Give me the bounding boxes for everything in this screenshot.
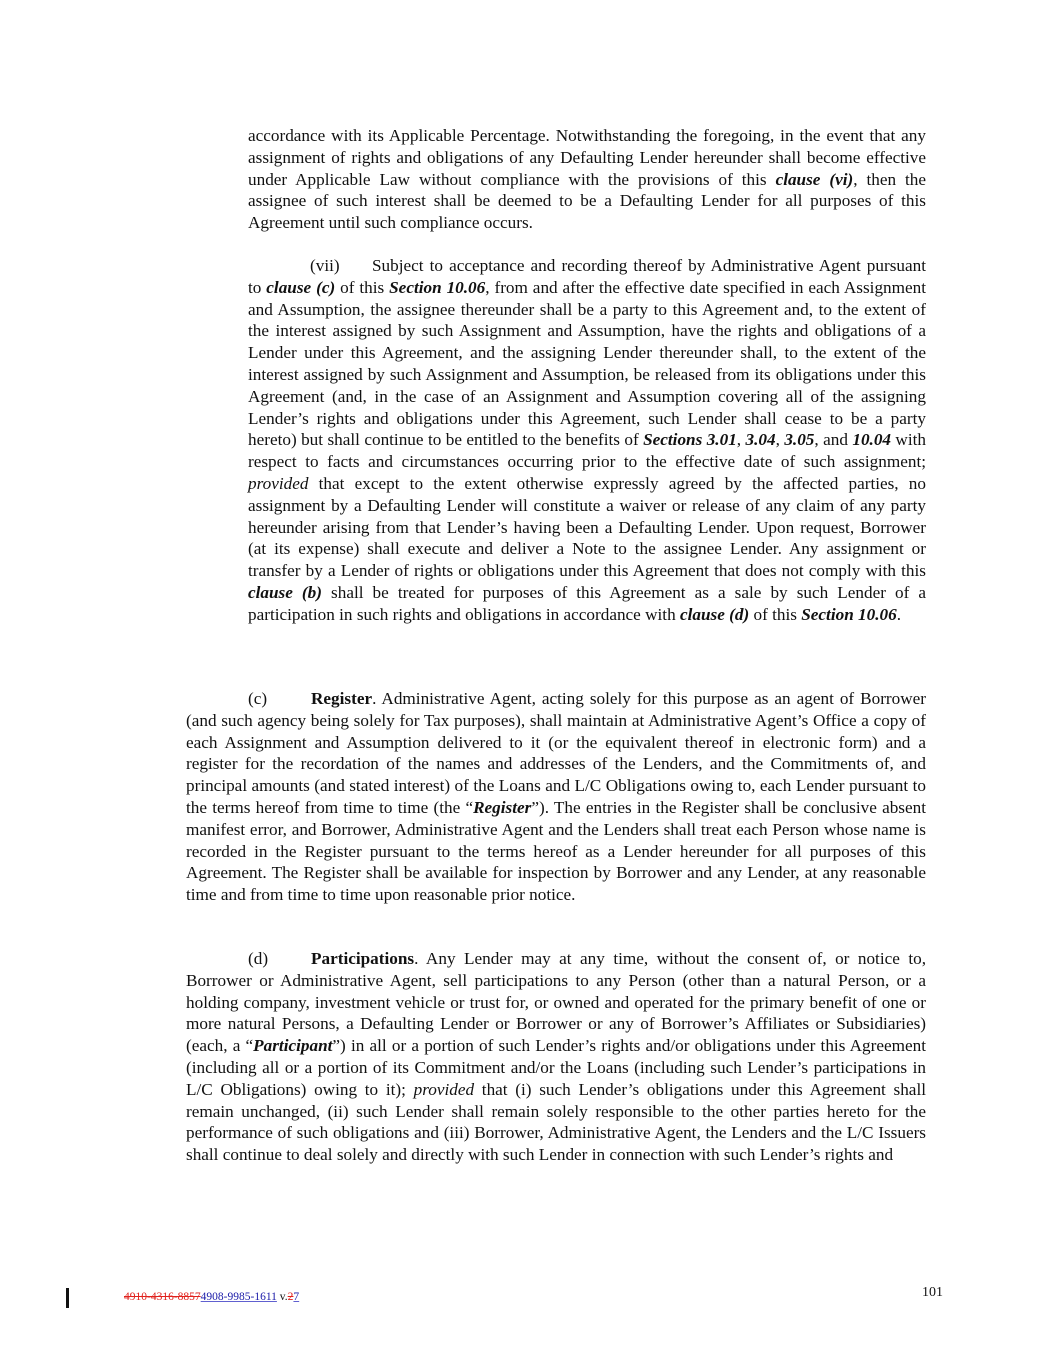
clause-label: (vii) <box>310 256 340 275</box>
paragraph-vii: (vii) Subject to acceptance and recording thereof by Administrative Agent pursuant to clause (c) of this Section 10.06, from and after the effective date specified in each Assignment and Assumption, the assignee thereunder shall be a party to this Agreement and, to the extent of the interest assigned by such Assignment and Assumption, have the rights and obligations of a Lender under this Agreement, and the assigning Lender thereunder shall, to the extent of the interest assigned by such Assignment and Assumption, be released from its obligations under this Agreement (and, in the case of an Assignment and Assumption covering all of the assigning Lender’s rights and obligations under this Agreement, such Lender shall cease to be a party hereto) but shall continue to be entitled to the benefits of Sections 3.01, 3.04, 3.05, and 10.04 with respect to facts and circumstances occurring prior to the effective date of such assignment; provided that except to the extent otherwise expressly agreed by the affected parties, no assignment by a Defaulting Lender will constitute a waiver or release of any claim of any party hereunder arising from that Lender’s having been a Defaulting Lender. Upon request, Borrower (at its expense) shall execute and deliver a Note to the assignee Lender. Any assignment or transfer by a Lender of rights or obligations under this Agreement that does not comply with this clause (b) shall be treated for purposes of this Agreement as a sale by such Lender of a participation in such rights and obligations in accordance with clause (d) of this Section 10.06. <box>248 256 926 624</box>
clause-label: (c) <box>248 689 268 708</box>
deleted-version: 2 <box>287 1291 294 1303</box>
paragraph-c-register: (c) Register. Administrative Agent, acting solely for this purpose as an agent of Borrower (and such agency being solely for Tax purposes), shall maintain at Administrative Agent’s Office a copy of each Assignment and Assumption delivered to it (or the equivalent thereof in electronic form) and a register for the recordation of the names and addresses of the Lenders, and the Commitments of, and principal amounts (and stated interest) of the Loans and L/C Obligations owing to, each Lender pursuant to the terms hereof from time to time (the “Register”). The entries in the Register shall be conclusive absent manifest error, and Borrower, Administrative Agent and the Lenders shall treat each Person whose name is recorded in the Register pursuant to the terms hereof as a Lender hereunder for all purposes of this Agreement. The Register shall be available for inspection by Borrower and any Lender, at any reasonable time and from time to time upon reasonable prior notice. <box>186 689 926 905</box>
section-heading: Register <box>311 689 373 708</box>
cross-reference: Sections 3.01 <box>643 430 737 450</box>
deleted-doc-id: 4910-4316-8857 <box>124 1291 201 1303</box>
cross-reference: 3.05 <box>784 430 815 450</box>
cross-reference: clause (vi) <box>775 169 854 189</box>
cross-reference: clause (d) <box>679 604 750 624</box>
inserted-doc-id: 4908-9985-1611 <box>200 1291 277 1303</box>
proviso-term: provided <box>248 473 309 493</box>
proviso-term: provided <box>413 1079 475 1099</box>
paragraph-d-participations: (d) Participations. Any Lender may at any time, without the consent of, or notice to, Borrower or Administrative Agent, sell participations to any Person (other than a natural Person, or a holding company, investment vehicle or trust for, or owned and operated for the primary benefit of one or more natural Persons, a Defaulting Lender or Borrower or any of Borrower’s Affiliates or Subsidiaries) (each, a “Participant”) in all or a portion of such Lender’s rights and/or obligations under this Agreement (including all or a portion of its Commitment and/or the Loans (including such Lender’s participations in L/C Obligations) owing to it); provided that (i) such Lender’s obligations under this Agreement shall remain unchanged, (ii) such Lender shall remain solely responsible to the other parties hereto for the performance of such obligations and (iii) Borrower, Administrative Agent, the Lenders and the L/C Issuers shall continue to deal solely and directly with such Lender in connection with such Lender’s rights and <box>186 949 926 1165</box>
clause-label: (d) <box>248 949 269 968</box>
page-number: 101 <box>922 1285 943 1300</box>
defined-term: Register <box>473 797 532 817</box>
paragraph-continuation: accordance with its Applicable Percentage. Notwithstanding the foregoing, in the event that any assignment of rights and obligations of any Defaulting Lender hereunder shall become effective under Applicable Law without compliance with the provisions of this clause (vi), then the assignee of such interest shall be deemed to be a Defaulting Lender for all purposes of this Agreement until such compliance occurs. <box>248 126 926 233</box>
cross-reference: 3.04 <box>745 430 776 450</box>
cross-reference: clause (c) <box>266 277 336 297</box>
cross-reference: 10.04 <box>852 430 892 450</box>
change-bar <box>66 1288 69 1308</box>
document-id <box>124 1291 299 1303</box>
version-prefix: v. <box>276 1291 288 1303</box>
cross-reference: clause (b) <box>248 582 322 602</box>
inserted-version: 7 <box>293 1291 300 1303</box>
section-heading: Participations <box>311 949 415 968</box>
cross-reference: Section 10.06 <box>389 277 486 297</box>
defined-term: Participant <box>253 1036 333 1056</box>
cross-reference: Section 10.06 <box>801 604 897 624</box>
